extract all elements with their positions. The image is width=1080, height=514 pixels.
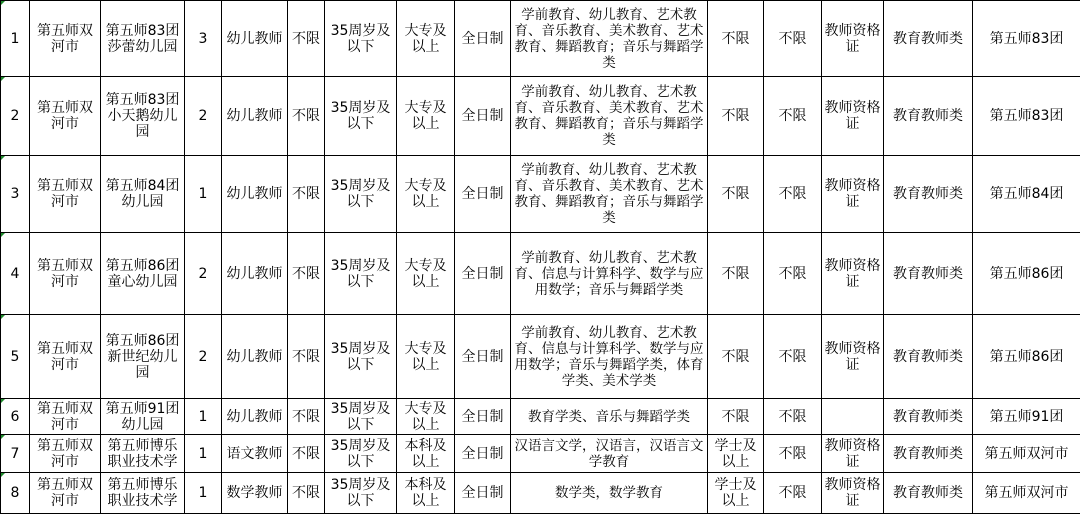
major-cell: 教育学类、音乐与舞蹈学类 xyxy=(511,399,708,435)
other-requirement-cell: 不限 xyxy=(764,156,822,233)
certificate-cell xyxy=(822,399,884,435)
other-requirement-cell: 不限 xyxy=(764,233,822,315)
unit-cell: 第五师双河市 xyxy=(30,473,101,514)
unit-cell: 第五师双河市 xyxy=(30,315,101,399)
post-cell: 幼儿教师 xyxy=(222,233,288,315)
age-cell: 35周岁及以下 xyxy=(325,473,397,514)
post-cell: 幼儿教师 xyxy=(222,77,288,156)
row-number: 7 xyxy=(1,435,30,473)
employer-cell: 第五师91团幼儿园 xyxy=(101,399,185,435)
certificate-cell: 教师资格证 xyxy=(822,315,884,399)
post-cell: 幼儿教师 xyxy=(222,399,288,435)
post-cell: 语文教师 xyxy=(222,435,288,473)
count-cell: 1 xyxy=(185,399,222,435)
degree-cell: 不限 xyxy=(708,1,764,77)
education-cell: 大专及以上 xyxy=(397,1,455,77)
count-cell: 3 xyxy=(185,1,222,77)
degree-cell: 学士及以上 xyxy=(708,435,764,473)
major-cell: 汉语言文学，汉语言，汉语言文学教育 xyxy=(511,435,708,473)
degree-cell: 不限 xyxy=(708,77,764,156)
age-cell: 35周岁及以下 xyxy=(325,315,397,399)
unit-cell: 第五师双河市 xyxy=(30,156,101,233)
degree-cell: 不限 xyxy=(708,315,764,399)
category-cell: 教育教师类 xyxy=(884,435,973,473)
degree-cell: 不限 xyxy=(708,399,764,435)
employer-cell: 第五师83团莎蕾幼儿园 xyxy=(101,1,185,77)
study-mode-cell: 全日制 xyxy=(455,77,511,156)
category-cell: 教育教师类 xyxy=(884,233,973,315)
employer-cell: 第五师86团童心幼儿园 xyxy=(101,233,185,315)
table-row xyxy=(1,77,1080,156)
post-cell: 幼儿教师 xyxy=(222,156,288,233)
row-number: 4 xyxy=(1,233,30,315)
table-row xyxy=(1,435,1080,473)
location-cell: 第五师84团 xyxy=(973,156,1080,233)
certificate-cell: 教师资格证 xyxy=(822,473,884,514)
gender-cell: 不限 xyxy=(288,77,325,156)
location-cell: 第五师双河市 xyxy=(973,473,1080,514)
certificate-cell: 教师资格证 xyxy=(822,233,884,315)
education-cell: 本科及以上 xyxy=(397,473,455,514)
other-requirement-cell: 不限 xyxy=(764,435,822,473)
study-mode-cell: 全日制 xyxy=(455,315,511,399)
study-mode-cell: 全日制 xyxy=(455,1,511,77)
education-cell: 大专及以上 xyxy=(397,156,455,233)
other-requirement-cell: 不限 xyxy=(764,1,822,77)
education-cell: 本科及以上 xyxy=(397,435,455,473)
row-number: 8 xyxy=(1,473,30,514)
major-cell: 学前教育、幼儿教育、艺术教育、信息与计算科学、数学与应用数学；音乐与舞蹈学类 xyxy=(511,233,708,315)
gender-cell: 不限 xyxy=(288,315,325,399)
education-cell: 大专及以上 xyxy=(397,233,455,315)
row-number: 6 xyxy=(1,399,30,435)
certificate-cell: 教师资格证 xyxy=(822,77,884,156)
employer-cell: 第五师86团新世纪幼儿园 xyxy=(101,315,185,399)
employer-cell: 第五师博乐职业技术学 xyxy=(101,473,185,514)
location-cell: 第五师83团 xyxy=(973,77,1080,156)
major-cell: 数学类，数学教育 xyxy=(511,473,708,514)
major-cell: 学前教育、幼儿教育、艺术教育、信息与计算科学、数学与应用数学；音乐与舞蹈学类，体育学类、美术学类 xyxy=(511,315,708,399)
education-cell: 大专及以上 xyxy=(397,77,455,156)
study-mode-cell: 全日制 xyxy=(455,435,511,473)
gender-cell: 不限 xyxy=(288,233,325,315)
row-number: 5 xyxy=(1,315,30,399)
age-cell: 35周岁及以下 xyxy=(325,1,397,77)
education-cell: 大专及以上 xyxy=(397,315,455,399)
unit-cell: 第五师双河市 xyxy=(30,233,101,315)
post-cell: 幼儿教师 xyxy=(222,315,288,399)
gender-cell: 不限 xyxy=(288,1,325,77)
other-requirement-cell: 不限 xyxy=(764,473,822,514)
count-cell: 2 xyxy=(185,77,222,156)
other-requirement-cell: 不限 xyxy=(764,77,822,156)
education-cell: 大专及以上 xyxy=(397,399,455,435)
table-row xyxy=(1,315,1080,399)
degree-cell: 不限 xyxy=(708,156,764,233)
gender-cell: 不限 xyxy=(288,156,325,233)
unit-cell: 第五师双河市 xyxy=(30,77,101,156)
count-cell: 2 xyxy=(185,233,222,315)
row-number: 3 xyxy=(1,156,30,233)
employer-cell: 第五师博乐职业技术学 xyxy=(101,435,185,473)
category-cell: 教育教师类 xyxy=(884,156,973,233)
age-cell: 35周岁及以下 xyxy=(325,233,397,315)
table-row xyxy=(1,156,1080,233)
category-cell: 教育教师类 xyxy=(884,315,973,399)
gender-cell: 不限 xyxy=(288,399,325,435)
unit-cell: 第五师双河市 xyxy=(30,1,101,77)
employer-cell: 第五师84团幼儿园 xyxy=(101,156,185,233)
degree-cell: 不限 xyxy=(708,233,764,315)
age-cell: 35周岁及以下 xyxy=(325,399,397,435)
location-cell: 第五师86团 xyxy=(973,233,1080,315)
other-requirement-cell: 不限 xyxy=(764,399,822,435)
study-mode-cell: 全日制 xyxy=(455,156,511,233)
major-cell: 学前教育、幼儿教育、艺术教育、音乐教育、美术教育、艺术教育、舞蹈教育；音乐与舞蹈学类 xyxy=(511,1,708,77)
count-cell: 1 xyxy=(185,156,222,233)
post-cell: 数学教师 xyxy=(222,473,288,514)
certificate-cell: 教师资格证 xyxy=(822,1,884,77)
category-cell: 教育教师类 xyxy=(884,77,973,156)
other-requirement-cell: 不限 xyxy=(764,315,822,399)
study-mode-cell: 全日制 xyxy=(455,399,511,435)
gender-cell: 不限 xyxy=(288,473,325,514)
table-row xyxy=(1,233,1080,315)
major-cell: 学前教育、幼儿教育、艺术教育、音乐教育、美术教育、艺术教育、舞蹈教育；音乐与舞蹈学类 xyxy=(511,156,708,233)
post-cell: 幼儿教师 xyxy=(222,1,288,77)
study-mode-cell: 全日制 xyxy=(455,473,511,514)
location-cell: 第五师86团 xyxy=(973,315,1080,399)
certificate-cell: 教师资格证 xyxy=(822,156,884,233)
major-cell: 学前教育、幼儿教育、艺术教育、音乐教育、美术教育、艺术教育、舞蹈教育；音乐与舞蹈学类 xyxy=(511,77,708,156)
row-number: 1 xyxy=(1,1,30,77)
age-cell: 35周岁及以下 xyxy=(325,77,397,156)
age-cell: 35周岁及以下 xyxy=(325,435,397,473)
age-cell: 35周岁及以下 xyxy=(325,156,397,233)
count-cell: 2 xyxy=(185,315,222,399)
gender-cell: 不限 xyxy=(288,435,325,473)
category-cell: 教育教师类 xyxy=(884,399,973,435)
location-cell: 第五师双河市 xyxy=(973,435,1080,473)
category-cell: 教育教师类 xyxy=(884,473,973,514)
degree-cell: 学士及以上 xyxy=(708,473,764,514)
employer-cell: 第五师83团小天鹅幼儿园 xyxy=(101,77,185,156)
certificate-cell: 教师资格证 xyxy=(822,435,884,473)
unit-cell: 第五师双河市 xyxy=(30,399,101,435)
study-mode-cell: 全日制 xyxy=(455,233,511,315)
location-cell: 第五师91团 xyxy=(973,399,1080,435)
row-number: 2 xyxy=(1,77,30,156)
unit-cell: 第五师双河市 xyxy=(30,435,101,473)
count-cell: 1 xyxy=(185,473,222,514)
table-row xyxy=(1,1,1080,77)
table-row xyxy=(1,473,1080,514)
location-cell: 第五师83团 xyxy=(973,1,1080,77)
category-cell: 教育教师类 xyxy=(884,1,973,77)
count-cell: 1 xyxy=(185,435,222,473)
table-row xyxy=(1,399,1080,435)
